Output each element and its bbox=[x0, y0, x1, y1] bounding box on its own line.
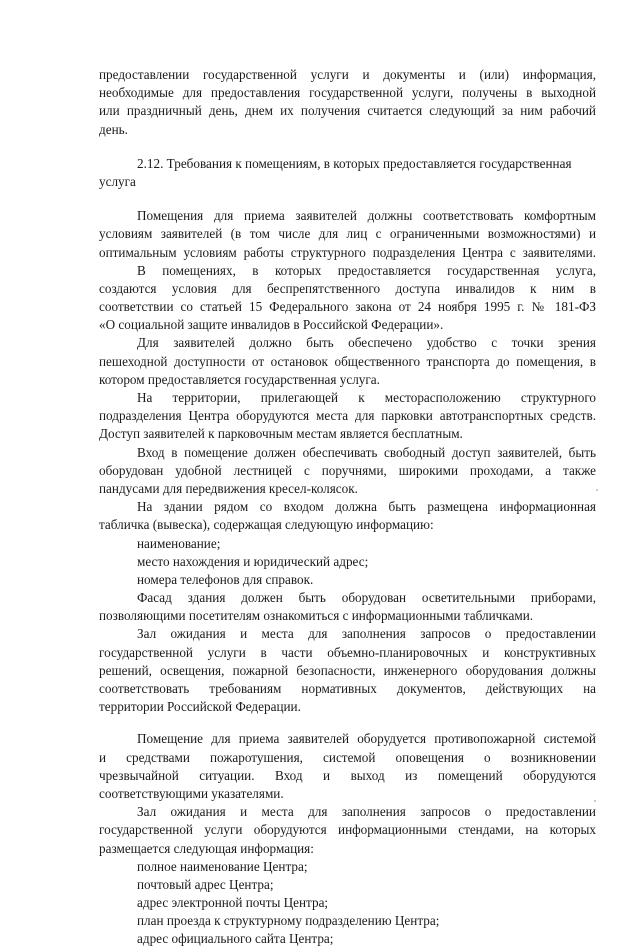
text-line: условиям заявителей (в том числе для лиц с ограниченными возможностями) и bbox=[99, 226, 596, 242]
text-line: решений, освещения, пожарной безопасности, инженерного оборудования должны bbox=[99, 662, 596, 678]
list-item: почтовый адрес Центра; bbox=[137, 876, 274, 892]
list-item: номера телефонов для справок. bbox=[137, 571, 314, 587]
heading-line: 2.12. Требования к помещениям, в которых предоставляется государственная bbox=[137, 155, 572, 171]
spacer bbox=[99, 716, 596, 730]
list-item: наименование; bbox=[137, 535, 221, 551]
info-stands-paragraph bbox=[99, 803, 596, 949]
text-line: Помещения для приема заявителей должны соответствовать комфортным bbox=[137, 208, 596, 224]
waiting-hall-paragraph bbox=[99, 625, 596, 716]
text-line: позволяющими посетителям ознакомиться с информационными табличками. bbox=[99, 608, 534, 624]
text-line: или праздничный день, днем их получения считается следующий за ним рабочий bbox=[99, 103, 596, 119]
text-line: Зал ожидания и места для заполнения запросов о предоставлении bbox=[137, 626, 596, 642]
list-item: место нахождения и юридический адрес; bbox=[137, 553, 369, 569]
text-line: пандусами для передвижения кресел-колясок. bbox=[99, 480, 358, 496]
text-line: табличка (вывеска), содержащая следующую информацию: bbox=[99, 517, 434, 533]
text-line: Вход в помещение должен обеспечивать свободный доступ заявителей, быть bbox=[137, 444, 596, 460]
text-line: оборудован удобной лестницей с поручнями, широкими проходами, а также bbox=[99, 462, 596, 478]
text-line: котором предоставляется государственная услуга. bbox=[99, 371, 380, 387]
spacer bbox=[99, 191, 596, 207]
text-line: чрезвычайной ситуации. Вход и выход из помещений оборудуются bbox=[99, 767, 596, 783]
text-line: соответствующими указателями. bbox=[99, 785, 284, 801]
text-line: необходимые для предоставления государственной услуги, получены в выходной bbox=[99, 85, 596, 101]
intro-paragraph bbox=[99, 66, 596, 139]
list-item: адрес электронной почты Центра; bbox=[137, 895, 329, 911]
text-line: государственной услуги оборудуются информационными стендами, на которых bbox=[99, 822, 596, 838]
text-line: оптимальным условиям работы структурного подразделения Центра с заявителями. bbox=[99, 244, 596, 260]
heading-line: услуга bbox=[99, 173, 136, 189]
premises-paragraph bbox=[99, 207, 596, 262]
document-page bbox=[99, 66, 596, 949]
accessibility-paragraph bbox=[99, 262, 596, 335]
list-item: полное наименование Центра; bbox=[137, 858, 308, 874]
text-line: Зал ожидания и места для заполнения запросов о предоставлении bbox=[137, 804, 596, 820]
pedestrian-paragraph bbox=[99, 334, 596, 389]
facade-paragraph bbox=[99, 589, 596, 625]
text-line: государственной услуги в части объемно-планировочных и конструктивных bbox=[99, 644, 596, 660]
text-line: соответствии со статьей 15 Федерального закона от 24 ноября 1995 г. № 181-ФЗ bbox=[99, 299, 596, 315]
text-line: Доступ заявителей к парковочным местам является бесплатным. bbox=[99, 426, 463, 442]
fire-safety-paragraph bbox=[99, 730, 596, 803]
parking-paragraph bbox=[99, 389, 596, 444]
scan-speck bbox=[594, 800, 596, 802]
text-line: день. bbox=[99, 121, 128, 137]
text-line: соответствовать требованиям нормативных документов, действующих на bbox=[99, 681, 596, 696]
text-line: Помещение для приема заявителей оборудуется противопожарной системой bbox=[137, 731, 596, 747]
text-line: На территории, прилегающей к месторасположению структурного bbox=[137, 390, 596, 405]
text-line: Для заявителей должно быть обеспечено удобство с точки зрения bbox=[137, 335, 596, 351]
text-line: предоставлении государственной услуги и документы и (или) информация, bbox=[99, 67, 596, 82]
scan-speck bbox=[596, 489, 598, 491]
list-item: план проезда к структурному подразделению Центра; bbox=[137, 913, 440, 929]
list-item: адрес официального сайта Центра; bbox=[137, 931, 334, 947]
entrance-paragraph bbox=[99, 444, 596, 499]
text-line: В помещениях, в которых предоставляется государственная услуга, bbox=[137, 262, 596, 278]
text-line: размещается следующая информация: bbox=[99, 840, 314, 856]
text-line: «О социальной защите инвалидов в Российской Федерации». bbox=[99, 317, 444, 333]
text-line: пешеходной доступности от остановок общественного транспорта до помещения, в bbox=[99, 353, 596, 369]
text-line: территории Российской Федерации. bbox=[99, 699, 301, 715]
text-line: создаются условия для беспрепятственного доступа инвалидов к ним в bbox=[99, 280, 596, 296]
text-line: Фасад здания должен быть оборудован осветительными приборами, bbox=[137, 590, 596, 606]
text-line: подразделения Центра оборудуются места для парковки автотранспортных средств. bbox=[99, 408, 596, 424]
spacer bbox=[99, 139, 596, 155]
signboard-paragraph bbox=[99, 498, 596, 589]
text-line: На здании рядом со входом должна быть размещена информационная bbox=[137, 499, 596, 515]
text-line: и средствами пожаротушения, системой оповещения о возникновении bbox=[99, 749, 596, 765]
section-heading bbox=[99, 155, 596, 173]
